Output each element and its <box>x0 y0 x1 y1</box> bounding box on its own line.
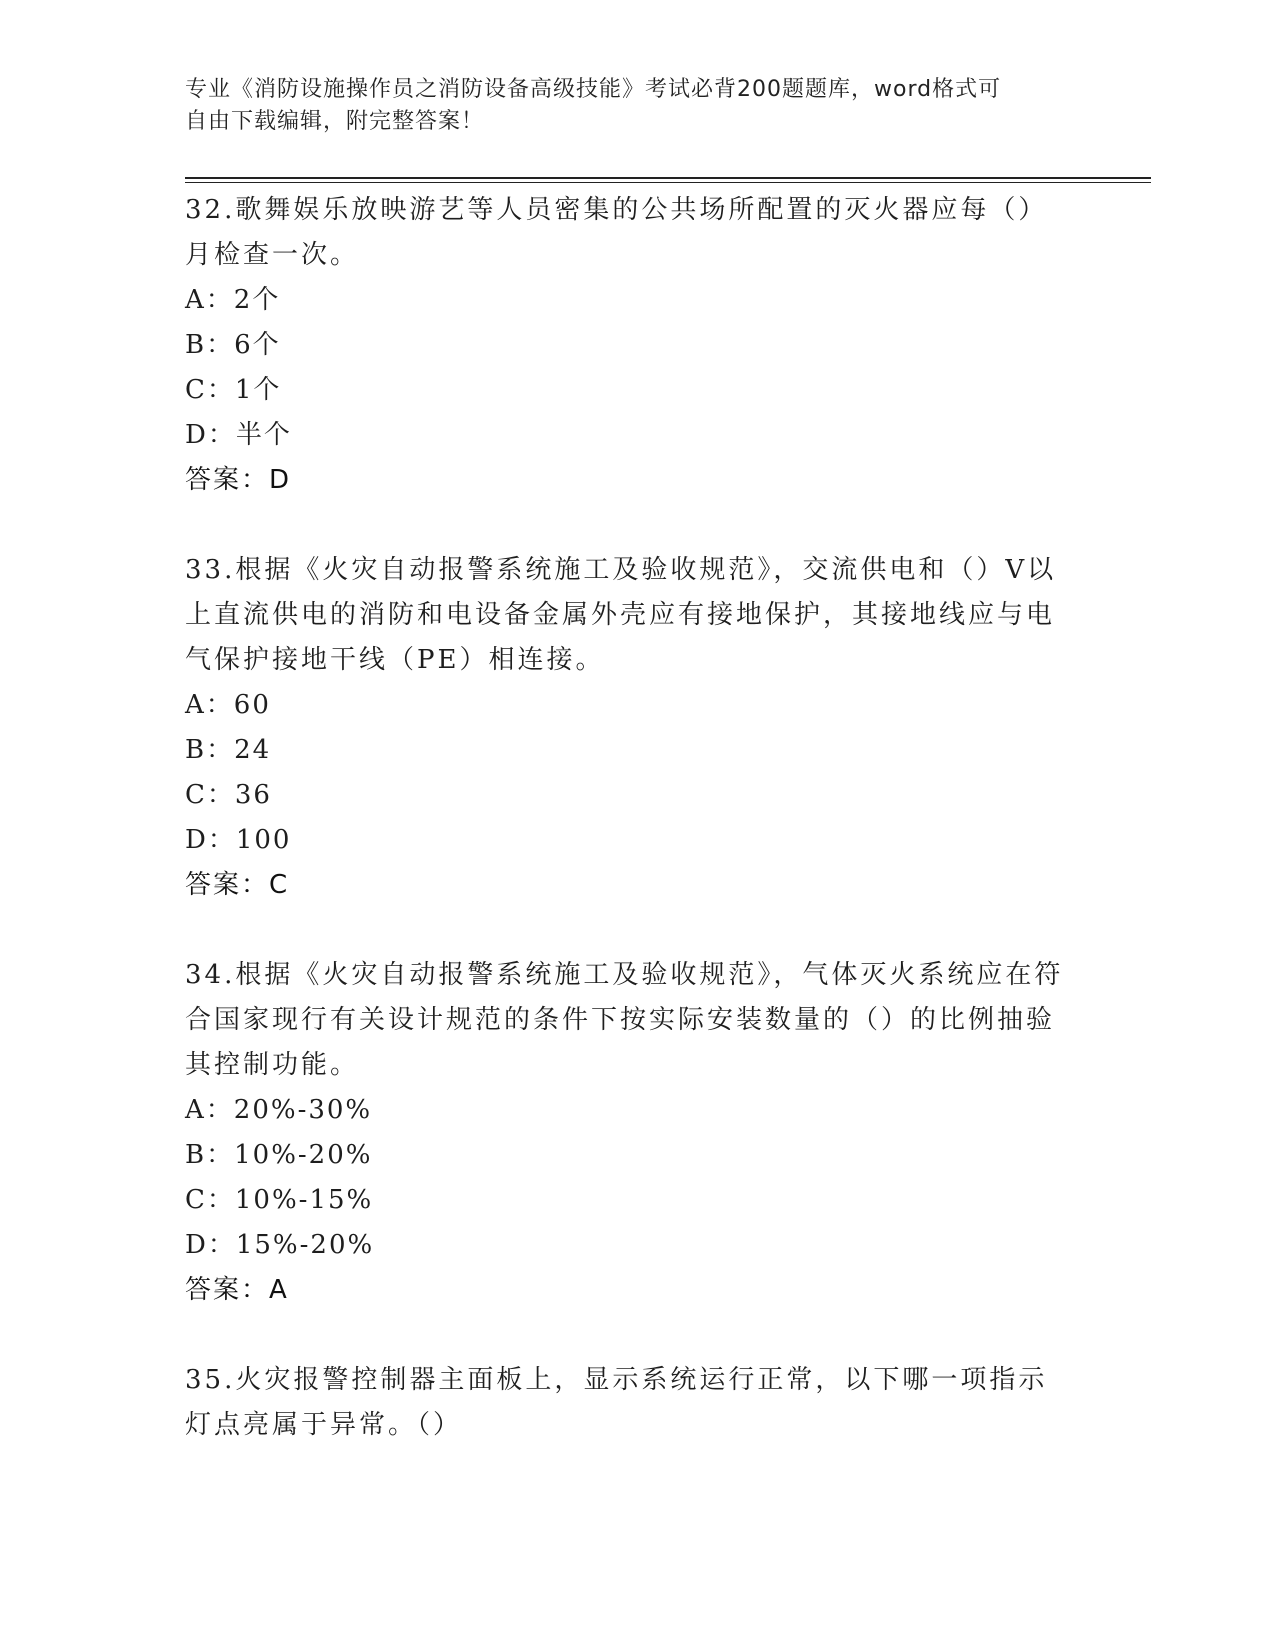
spacer <box>185 503 1065 548</box>
option-c: C：36 <box>185 780 272 810</box>
header-divider-thin <box>185 182 1151 183</box>
spacer <box>185 908 1065 953</box>
question-33 <box>185 548 1065 953</box>
question-35 <box>185 1358 1065 1448</box>
option-d: D：15%-20% <box>185 1230 375 1260</box>
option-a: A：60 <box>185 690 271 720</box>
header-line-2: 自由下载编辑，附完整答案！ <box>185 109 485 134</box>
question-text: 34.根据《火灾自动报警系统施工及验收规范》，气体灭火系统应在符合国家现行有关设计规范的条件下按实际安装数量的（）的比例抽验其控制功能。 <box>185 960 1064 1080</box>
option-c: C：10%-15% <box>185 1185 374 1215</box>
question-text: 32.歌舞娱乐放映游艺等人员密集的公共场所配置的灭火器应每（）月检查一次。 <box>185 195 1048 270</box>
option-d: D：100 <box>185 825 292 855</box>
question-34 <box>185 953 1065 1358</box>
question-list <box>185 188 1065 1448</box>
option-a: A：2个 <box>185 285 281 315</box>
option-b: B：24 <box>185 735 272 765</box>
question-32 <box>185 188 1065 548</box>
option-d: D：半个 <box>185 420 292 450</box>
answer-label: 答案：C <box>185 870 290 900</box>
option-c: C：1个 <box>185 375 282 405</box>
answer-label: 答案：A <box>185 1275 289 1305</box>
header-divider-thick <box>185 177 1151 179</box>
header-line-1: 专业《消防设施操作员之消防设备高级技能》考试必背200题题库，word格式可 <box>185 77 1002 102</box>
document-header <box>185 74 1065 138</box>
option-a: A：20%-30% <box>185 1095 373 1125</box>
answer-label: 答案：D <box>185 465 292 495</box>
spacer <box>185 1313 1065 1358</box>
option-b: B：6个 <box>185 330 281 360</box>
question-text: 33.根据《火灾自动报警系统施工及验收规范》，交流供电和（）V以上直流供电的消防和电设备金属外壳应有接地保护，其接地线应与电气保护接地干线（PE）相连接。 <box>185 555 1057 675</box>
option-b: B：10%-20% <box>185 1140 373 1170</box>
question-text: 35.火灾报警控制器主面板上，显示系统运行正常，以下哪一项指示灯点亮属于异常。（） <box>185 1365 1048 1440</box>
